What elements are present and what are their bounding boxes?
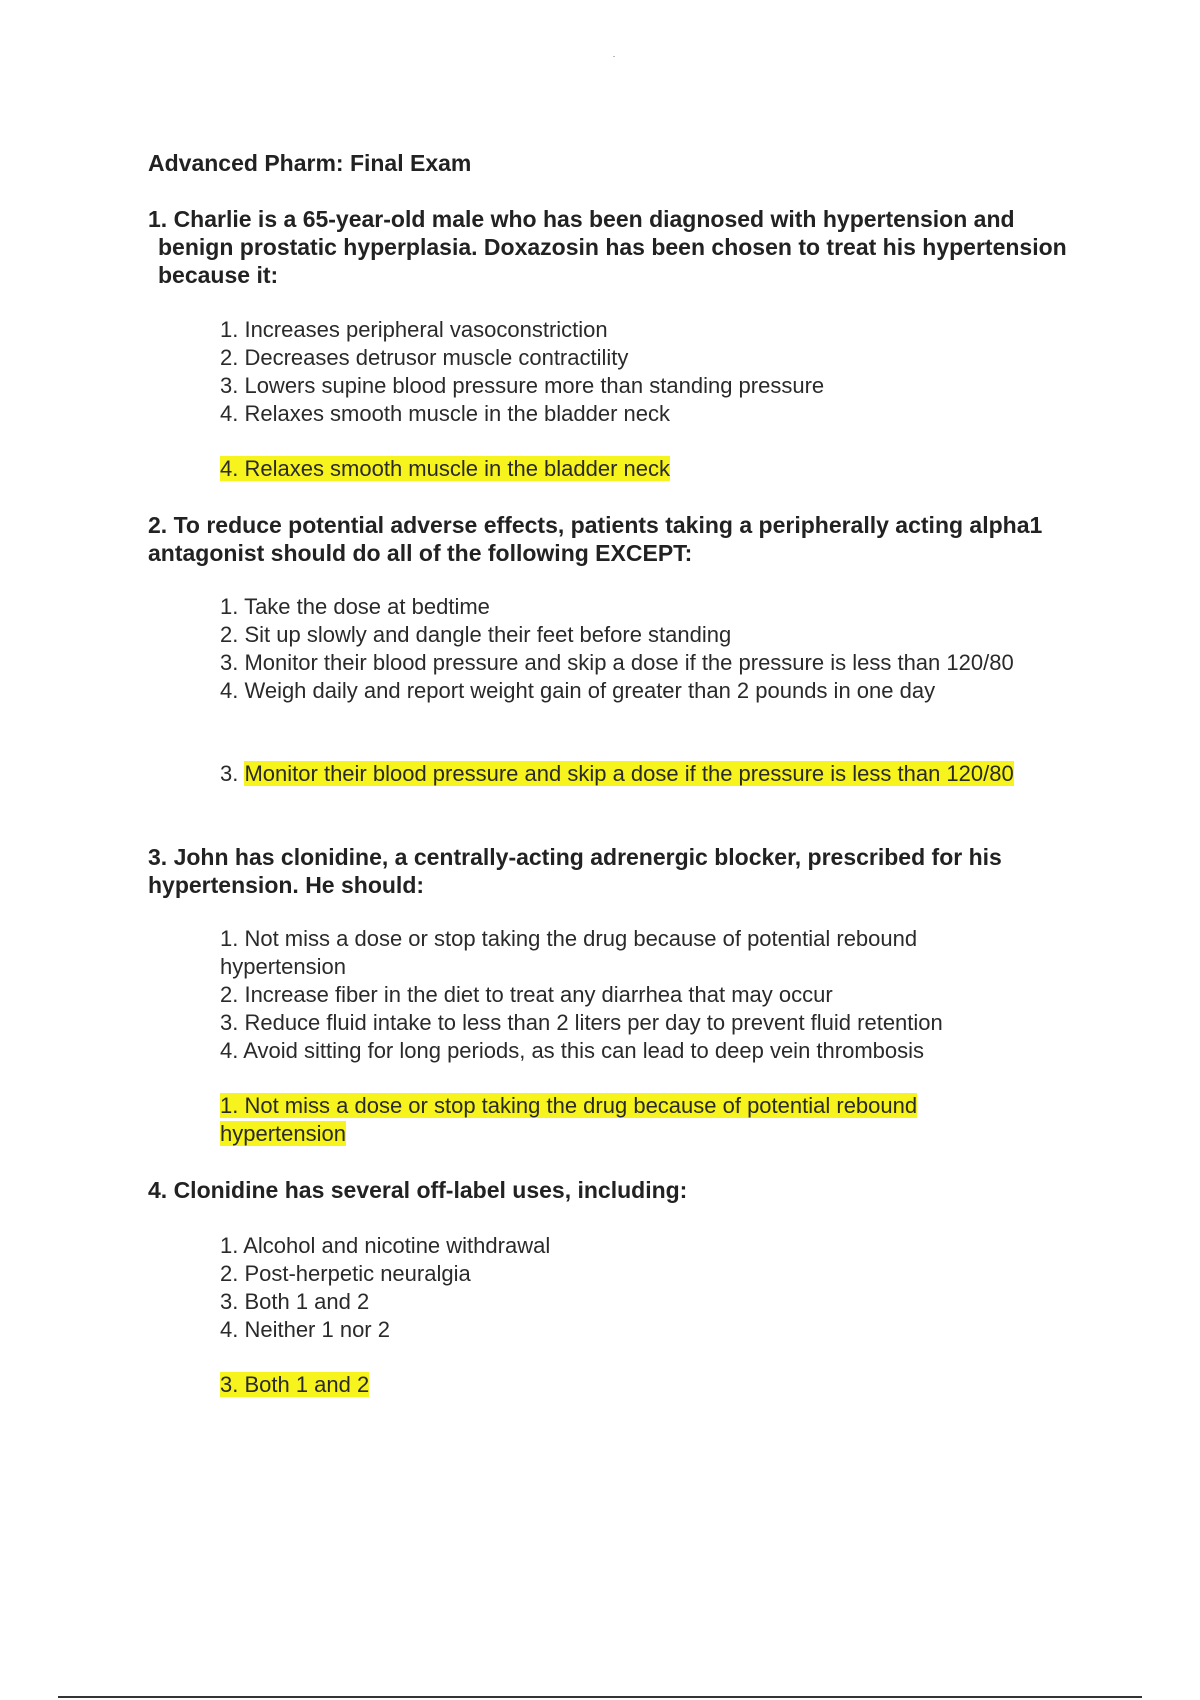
question-1-options <box>220 316 1020 428</box>
question-3-option-2: 2. Increase fiber in the diet to treat any diarrhea that may occur <box>220 982 833 1007</box>
bottom-divider <box>58 1696 1142 1698</box>
question-3-option-4: 4. Avoid sitting for long periods, as this can lead to deep vein thrombosis <box>220 1038 925 1063</box>
question-4-option-3: 3. Both 1 and 2 <box>220 1289 370 1314</box>
question-2-options <box>220 593 1040 705</box>
question-3-stem: 3. John has clonidine, a centrally-acting adrenergic blocker, prescribed for his hypertension. He should: <box>148 844 1002 898</box>
question-1-option-3: 3. Lowers supine blood pressure more than standing pressure <box>220 373 825 398</box>
question-4-answer-highlight: 3. Both 1 and 2 <box>220 1372 370 1397</box>
question-3-options <box>220 925 1040 1065</box>
question-4-option-4: 4. Neither 1 nor 2 <box>220 1317 390 1342</box>
question-3-answer <box>220 1092 1040 1148</box>
question-4-options <box>220 1232 1020 1344</box>
question-1-answer <box>220 455 1020 483</box>
question-2-option-1: 1. Take the dose at bedtime <box>220 594 490 619</box>
question-2-answer-number: 3. <box>220 761 239 786</box>
question-4-option-2: 2. Post-herpetic neuralgia <box>220 1261 471 1286</box>
question-4-answer <box>220 1371 1020 1399</box>
question-1-stem: 1. Charlie is a 65-year-old male who has been diagnosed with hypertension and benign prostatic hyperplasia. Doxazosin has been chosen to treat his hypertension because it: <box>148 206 1067 288</box>
scan-speck <box>613 56 615 57</box>
question-3-answer-highlight: 1. Not miss a dose or stop taking the drug because of potential rebound hypertension <box>220 1093 918 1146</box>
question-1-option-1: 1. Increases peripheral vasoconstriction <box>220 317 608 342</box>
question-1-option-4: 4. Relaxes smooth muscle in the bladder neck <box>220 401 671 426</box>
question-2-stem: 2. To reduce potential adverse effects, patients taking a peripherally acting alpha1 antagonist should do all of the following EXCEPT: <box>148 512 1043 566</box>
question-4-option-1: 1. Alcohol and nicotine withdrawal <box>220 1233 551 1258</box>
question-2-answer-highlight: Monitor their blood pressure and skip a dose if the pressure is less than 120/80 <box>244 761 1014 786</box>
question-2-option-4: 4. Weigh daily and report weight gain of greater than 2 pounds in one day <box>220 678 936 703</box>
page-title: Advanced Pharm: Final Exam <box>148 150 472 176</box>
question-1-answer-highlight: 4. Relaxes smooth muscle in the bladder neck <box>220 456 671 481</box>
question-1-option-2: 2. Decreases detrusor muscle contractility <box>220 345 629 370</box>
question-2-option-3: 3. Monitor their blood pressure and skip a dose if the pressure is less than 120/80 <box>220 650 1014 675</box>
question-3-option-1: 1. Not miss a dose or stop taking the drug because of potential rebound hypertension <box>220 926 918 979</box>
question-2-answer <box>220 760 1040 788</box>
question-4-stem: 4. Clonidine has several off-label uses, including: <box>148 1177 688 1203</box>
question-2-option-2: 2. Sit up slowly and dangle their feet before standing <box>220 622 732 647</box>
question-3-option-3: 3. Reduce fluid intake to less than 2 liters per day to prevent fluid retention <box>220 1010 943 1035</box>
